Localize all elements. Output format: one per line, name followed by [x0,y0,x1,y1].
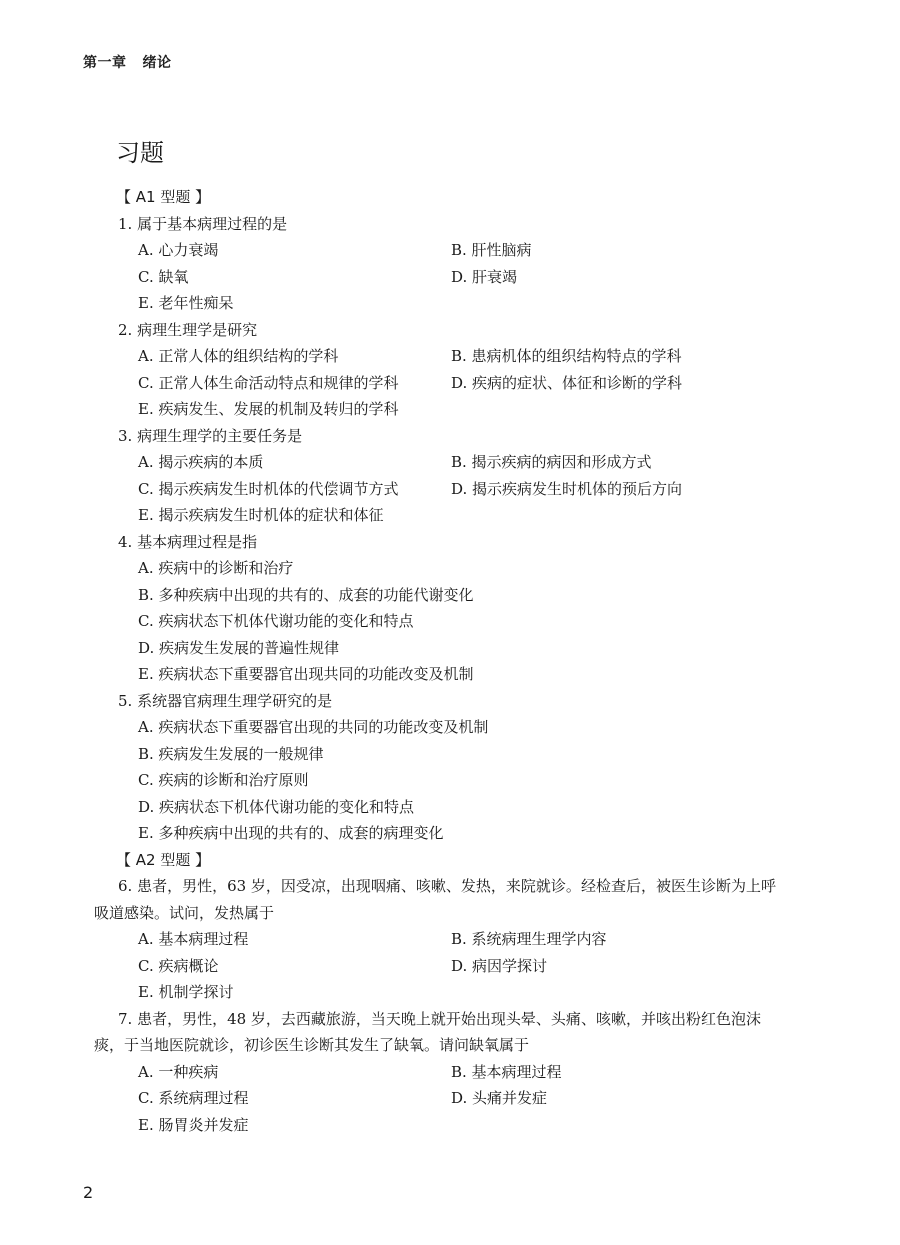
a2-type-label: 【 A2 型题 】 [116,850,211,869]
question-5-stem: 5. 系统器官病理生理学研究的是 [118,691,333,710]
question-3-stem: 3. 病理生理学的主要任务是 [118,426,303,445]
option: B. 基本病理过程 [451,1062,562,1081]
option: A. 正常人体的组织结构的学科 [138,347,339,365]
option: B. 多种疾病中出现的共有的、成套的功能代谢变化 [138,585,474,604]
option: D. 揭示疾病发生时机体的预后方向 [451,479,683,498]
question-6-options-row2 [116,953,806,980]
option: C. 正常人体生命活动特点和规律的学科 [138,373,399,392]
option: C. 疾病的诊断和治疗原则 [138,771,309,789]
option: D. 肝衰竭 [451,267,518,286]
option: B. 系统病理生理学内容 [451,930,607,948]
question-3-options-row1 [116,449,806,476]
chapter-title: 绪论 [142,55,172,71]
question-7-stem-line2: 痰，于当地医院就诊，初诊医生诊断其发生了缺氧。请问缺氧属于 [94,1036,530,1054]
option: A. 一种疾病 [138,1062,219,1081]
question-1-stem: 1. 属于基本病理过程的是 [118,214,288,233]
question-7-options-row1 [116,1059,806,1086]
option: D. 疾病的症状、体征和诊断的学科 [451,373,683,392]
option: C. 疾病概论 [138,956,219,975]
option: A. 心力衰竭 [138,241,219,259]
question-2-stem: 2. 病理生理学是研究 [118,320,258,339]
option: D. 头痛并发症 [451,1089,548,1107]
option: D. 疾病发生发展的普遍性规律 [138,638,340,657]
option: C. 缺氧 [138,267,189,286]
option: B. 疾病发生发展的一般规律 [138,744,324,763]
option: B. 患病机体的组织结构特点的学科 [451,347,682,365]
chapter-number: 第一章 [83,55,127,71]
question-6-stem-line2: 吸道感染。试问，发热属于 [94,903,275,922]
option: E. 多种疾病中出现的共有的、成套的病理变化 [138,824,444,842]
option: B. 肝性脑病 [451,241,532,259]
option: A. 基本病理过程 [138,930,249,948]
option: E. 老年性痴呆 [138,294,234,312]
question-2-options-row2 [116,370,806,397]
question-7-options-row2 [116,1085,806,1112]
question-2-options-row1 [116,343,806,370]
option: E. 疾病状态下重要器官出现共同的功能改变及机制 [138,665,474,683]
option: B. 揭示疾病的病因和形成方式 [451,453,652,471]
question-4-stem: 4. 基本病理过程是指 [118,532,258,551]
option: C. 揭示疾病发生时机体的代偿调节方式 [138,479,399,498]
option: E. 肠胃炎并发症 [138,1115,249,1134]
question-6-stem-line1: 6. 患者，男性，63 岁，因受凉，出现咽痛、咳嗽、发热，来院就诊。经检查后，被医生诊断为上呼 [118,877,776,895]
question-6-options-row1 [116,926,806,953]
option: A. 疾病中的诊断和治疗 [138,559,294,577]
question-1-options-row1 [116,237,806,264]
a1-type-label: 【 A1 型题 】 [116,188,211,206]
option: D. 病因学探讨 [451,956,548,975]
running-header [83,52,172,72]
option: C. 疾病状态下机体代谢功能的变化和特点 [138,612,414,630]
option: E. 疾病发生、发展的机制及转归的学科 [138,400,399,418]
option: A. 疾病状态下重要器官出现的共同的功能改变及机制 [138,718,489,736]
question-7-stem-line1: 7. 患者，男性，48 岁，去西藏旅游，当天晚上就开始出现头晕、头痛、咳嗽，并咳出粉红色泡沫 [118,1009,761,1028]
exercise-content [94,184,806,1138]
question-3-options-row2 [116,476,806,503]
section-title: 习题 [116,139,164,167]
option: E. 揭示疾病发生时机体的症状和体征 [138,506,384,524]
option: E. 机制学探讨 [138,983,234,1001]
question-1-options-row2 [116,264,806,291]
option: D. 疾病状态下机体代谢功能的变化和特点 [138,797,415,816]
page-number: 2 [83,1183,94,1202]
option: A. 揭示疾病的本质 [138,453,264,471]
option: C. 系统病理过程 [138,1089,249,1107]
